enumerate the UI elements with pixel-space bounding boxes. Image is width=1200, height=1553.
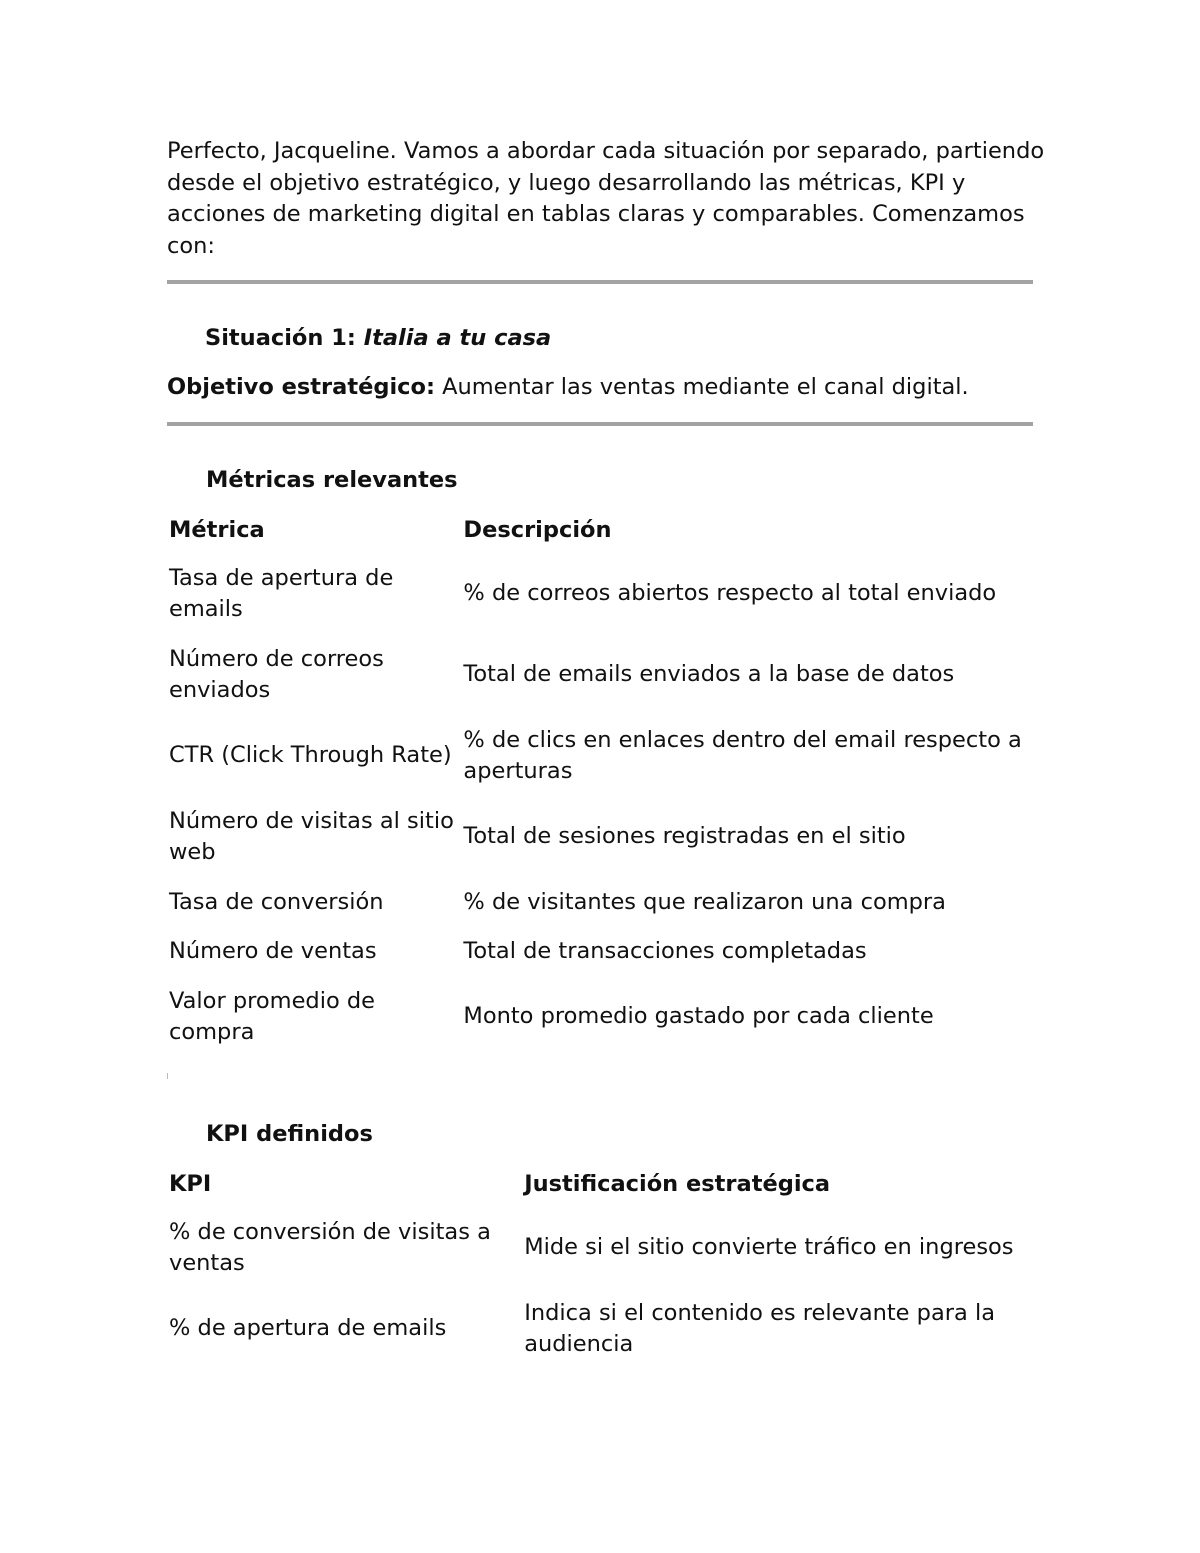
metric-cell: Número de visitas al sitio web [169,807,454,865]
description-cell: % de clics en enlaces dentro del email respecto a aperturas [463,726,1022,784]
table-header-row [167,515,1037,563]
table-row [167,1217,1037,1298]
situation-label: Situación 1: [205,325,364,351]
table-header-row [167,1169,1037,1217]
table-row [167,563,1037,644]
strategic-objective [167,374,969,400]
description-cell: Total de emails enviados a la base de datos [463,661,955,688]
metric-cell: CTR (Click Through Rate) [169,742,452,769]
kpi-section-title: KPI definidos [206,1121,373,1147]
description-cell: % de correos abiertos respecto al total enviado [463,580,997,607]
kpi-table [167,1169,1037,1379]
kpi-cell: % de conversión de visitas a ventas [169,1218,491,1276]
intro-paragraph: Perfecto, Jacqueline. Vamos a abordar cada situación por separado, partiendo desde el objetivo estratégico, y luego desarrollando las métricas, KPI y acciones de marketing digital en tablas claras y comparables. Comenzamos con: [167,138,1045,259]
situation-heading [205,325,551,351]
horizontal-rule [167,280,1033,284]
description-cell: % de visitantes que realizaron una compra [463,888,946,915]
description-cell: Total de transacciones completadas [463,938,867,964]
table-row [167,887,1037,937]
table-row [167,936,1037,986]
justification-cell: Mide si el sitio convierte tráfico en ingresos [524,1234,1014,1261]
objective-label: Objetivo estratégico: [167,374,435,400]
metric-cell: Tasa de conversión [169,888,384,915]
column-header-description: Descripción [463,517,612,543]
metric-cell: Valor promedio de compra [169,987,375,1045]
table-row [167,806,1037,887]
table-row [167,1298,1037,1379]
description-cell: Total de sesiones registradas en el sitio [463,823,906,850]
situation-name: Italia a tu casa [363,325,552,351]
column-header-kpi: KPI [169,1171,212,1197]
column-header-metric: Métrica [169,517,265,543]
kpi-cell: % de apertura de emails [169,1315,447,1342]
description-cell: Monto promedio gastado por cada cliente [463,1003,934,1030]
metrics-section-title: Métricas relevantes [206,467,458,493]
horizontal-rule [167,422,1033,426]
metric-cell: Número de ventas [169,938,377,964]
stray-mark [167,1073,168,1079]
justification-cell: Indica si el contenido es relevante para la audiencia [524,1299,995,1357]
metrics-table [167,515,1037,1067]
table-row [167,986,1037,1067]
table-row [167,644,1037,725]
metric-cell: Número de correos enviados [169,645,384,703]
table-row [167,725,1037,806]
metric-cell: Tasa de apertura de emails [169,564,394,622]
objective-text: Aumentar las ventas mediante el canal digital. [434,374,969,400]
column-header-justification: Justificación estratégica [524,1171,831,1197]
